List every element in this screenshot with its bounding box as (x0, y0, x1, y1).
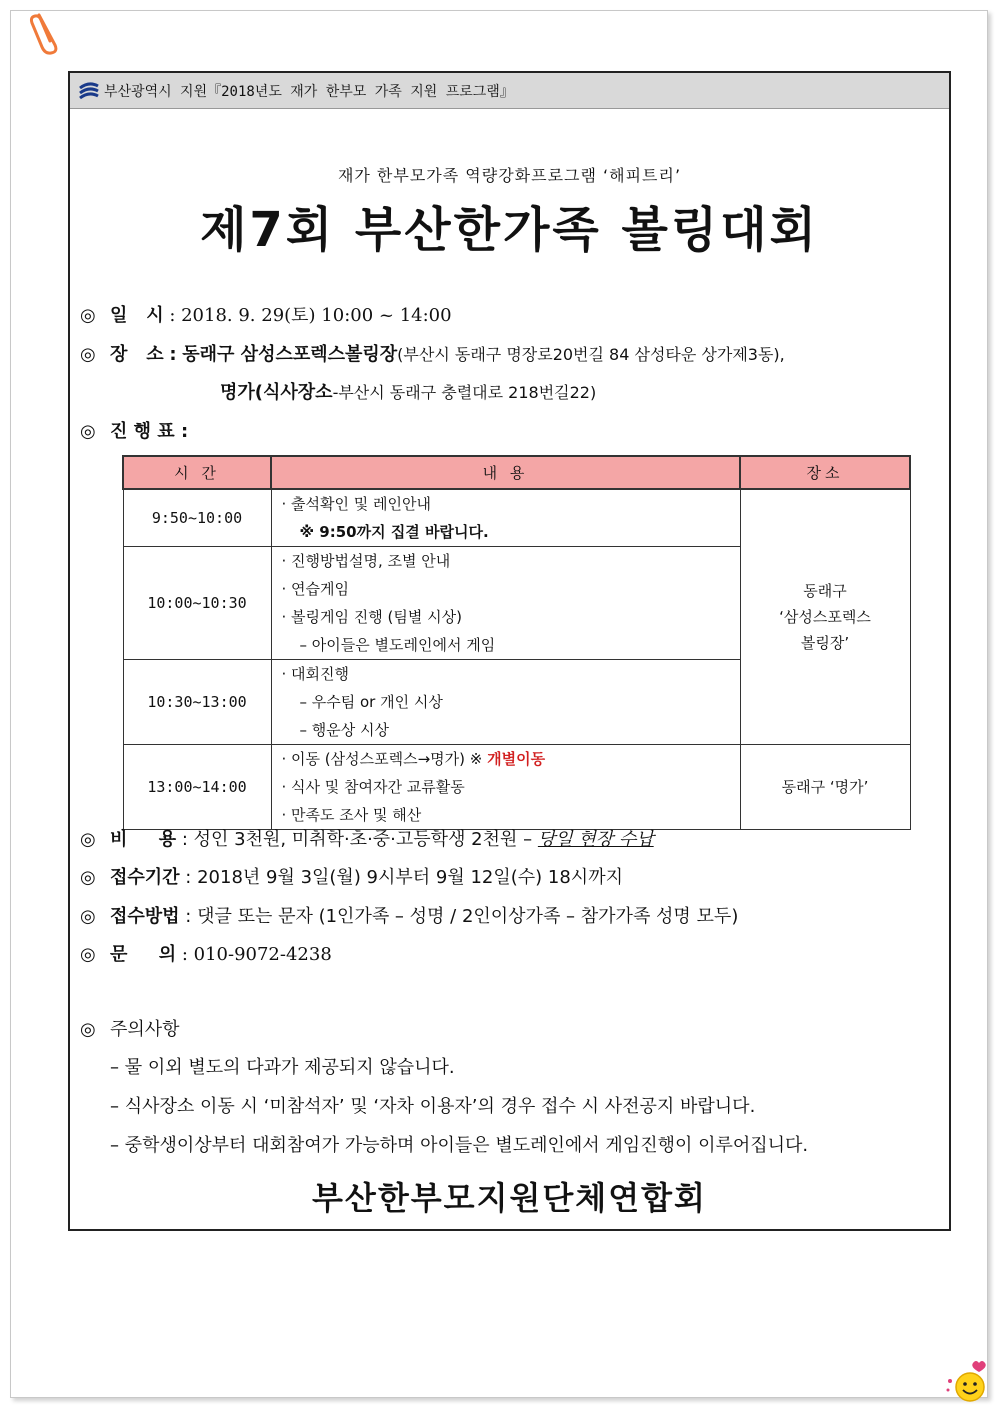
content-cell (271, 745, 740, 830)
content-cell (271, 660, 740, 745)
document-page (10, 10, 988, 1398)
place-line: ‘삼성스포렉스 (779, 608, 871, 626)
period-label: 접수기간 (110, 867, 180, 888)
place-cell: 동래구 ‘명가’ (740, 745, 910, 830)
notes-title-text: 주의사항 (110, 1019, 180, 1040)
table-row (123, 489, 910, 547)
place-cell (740, 489, 910, 745)
move-text: · 이동 (삼성스포렉스→명가) ※ (281, 750, 488, 768)
schedule-row (80, 417, 188, 443)
header-bar (70, 73, 949, 109)
schedule-table (122, 455, 911, 830)
content-line: · 만족도 조사 및 해산 (281, 806, 422, 824)
venue-name: 동래구 삼성스포렉스볼링장 (182, 344, 398, 365)
date-row (80, 301, 452, 327)
method-row (80, 902, 738, 928)
time-cell: 9:50~10:00 (123, 489, 271, 547)
place-line: 볼링장’ (800, 634, 850, 652)
content-line: · 대회진행 (281, 665, 349, 683)
table-row (123, 745, 910, 830)
venue-detail: (부산시 동래구 명장로20번길 84 삼성타운 상가제3동), (397, 345, 785, 364)
time-cell: 13:00~14:00 (123, 745, 271, 830)
time-cell: 10:00~10:30 (123, 547, 271, 660)
note-item: – 식사장소 이동 시 ‘미참석자’ 및 ‘자차 이용자’의 경우 접수 시 사전공지 바랍니다. (110, 1096, 756, 1117)
place-line: 동래구 (803, 582, 847, 600)
organization-name: 부산한부모지원단체연합회 (312, 1179, 707, 1217)
bullet-mark: ◎ (80, 906, 96, 927)
header-text: 부산광역시 지원『2018년도 재가 한부모 가족 지원 프로그램』 (104, 83, 514, 100)
place-row (80, 340, 785, 366)
contact-row (80, 940, 332, 966)
content-line: – 아이들은 별도레인에서 게임 (299, 636, 496, 654)
smiley-icon (943, 1357, 993, 1405)
content-line: · 식사 및 참여자간 교류활동 (281, 778, 465, 796)
cost-note: 당일 현장 수납 (537, 829, 654, 850)
subtitle: 재가 한부모가족 역량강화프로그램 ‘해피트리’ (337, 166, 682, 185)
bullet-mark: ◎ (80, 829, 96, 850)
bullet-mark: ◎ (80, 344, 96, 365)
method-label: 접수방법 (110, 906, 180, 927)
notes-title (80, 1015, 180, 1041)
date-value: : 2018. 9. 29(토) 10:00 ~ 14:00 (169, 305, 452, 326)
note-item: – 물 이외 별도의 다과가 제공되지 않습니다. (110, 1057, 455, 1078)
restaurant-detail: -부산시 동래구 충렬대로 218번길22) (332, 383, 597, 402)
content-line (282, 745, 730, 773)
content-line: – 우수팀 or 개인 시상 (299, 693, 443, 711)
table-header-place: 장소 (740, 456, 910, 489)
period-row (80, 863, 623, 889)
content-line: · 볼링게임 진행 (팀별 시상) (281, 608, 462, 626)
place-label: 장 소 (110, 344, 164, 365)
note-item: – 중학생이상부터 대회참여가 가능하며 아이들은 별도레인에서 게임진행이 이루어집니다. (110, 1135, 809, 1156)
period-value: : 2018년 9월 3일(월) 9시부터 9월 12일(수) 18시까지 (185, 867, 623, 888)
cost-value: : 성인 3천원, 미취학·초·중·고등학생 2천원 – (181, 829, 533, 850)
flyer-frame (68, 71, 951, 1231)
content-line: · 연습게임 (281, 580, 349, 598)
content-line: – 행운상 시상 (299, 721, 389, 739)
paperclip-icon (29, 11, 63, 55)
page-title: 제7회 부산한가족 볼링대회 (200, 202, 819, 258)
time-cell: 10:30~13:00 (123, 660, 271, 745)
restaurant-name: 명가(식사장소 (220, 382, 333, 403)
table-header-time: 시 간 (123, 456, 271, 489)
bullet-mark: ◎ (80, 1019, 96, 1040)
contact-label: 문 의 (110, 944, 177, 965)
bullet-mark: ◎ (80, 944, 96, 965)
cost-row (80, 825, 654, 851)
bullet-mark: ◎ (80, 305, 96, 326)
content-line: · 출석확인 및 레인안내 (281, 495, 431, 513)
schedule-label: 진 행 표 : (110, 421, 189, 442)
bullet-mark: ◎ (80, 421, 96, 442)
content-cell (271, 489, 740, 547)
content-cell (271, 547, 740, 660)
place-row-2 (220, 378, 596, 404)
content-line: · 진행방법설명, 조별 안내 (281, 552, 451, 570)
bullet-mark: ◎ (80, 867, 96, 888)
content-line: ※ 9:50까지 집결 바랍니다. (299, 523, 489, 541)
place-colon: : (169, 344, 177, 365)
date-label: 일 시 (110, 305, 164, 326)
contact-value: : 010-9072-4238 (181, 944, 332, 965)
busan-logo-icon (78, 80, 100, 102)
table-header-content: 내 용 (271, 456, 740, 489)
individual-move-highlight: 개별이동 (487, 750, 546, 768)
cost-label: 비 용 (110, 829, 177, 850)
method-value: : 댓글 또는 문자 (1인가족 – 성명 / 2인이상가족 – 참가가족 성명 모두) (185, 906, 739, 927)
